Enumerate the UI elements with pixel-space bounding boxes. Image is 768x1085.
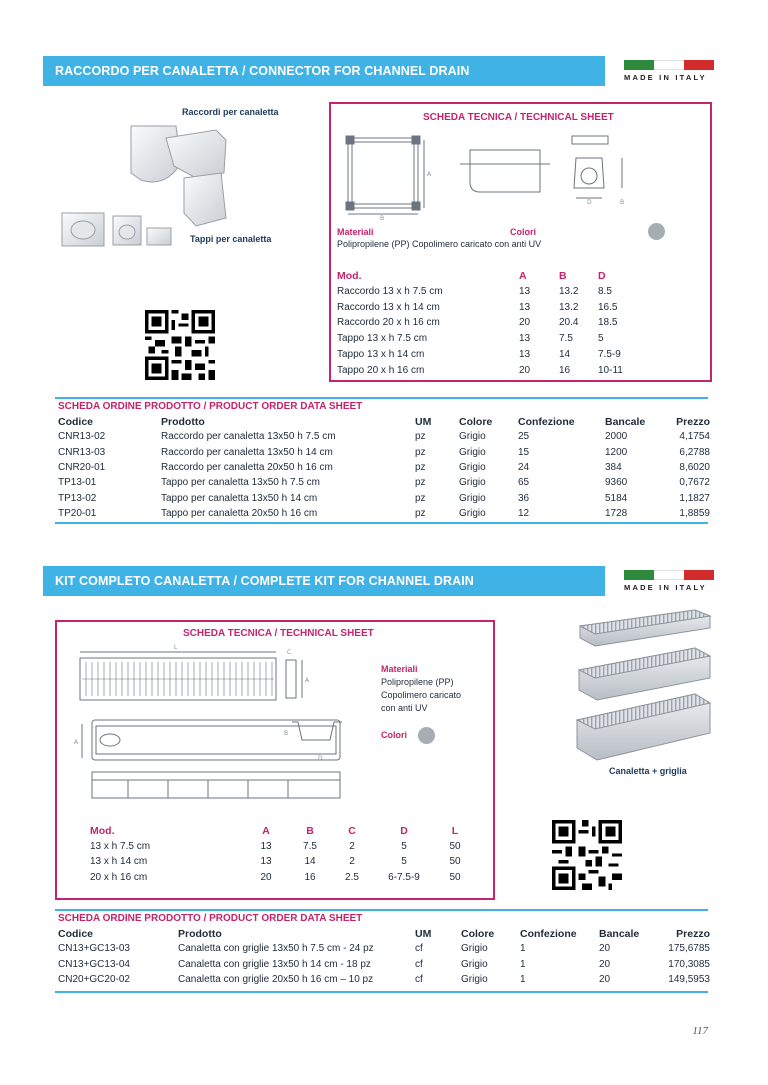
table-cell: 20 xyxy=(599,973,611,985)
grey-color-swatch xyxy=(648,223,665,240)
table-cell: 1,1827 xyxy=(679,492,710,504)
table-cell: Raccordo per canaletta 13x50 h 7.5 cm xyxy=(161,431,336,443)
table-header-cell: C xyxy=(348,825,356,837)
table-cell: 6,2788 xyxy=(679,446,710,458)
table-cell: 24 xyxy=(518,461,530,473)
raccordi-label: Raccordi per canaletta xyxy=(182,107,279,117)
table-cell: 20 xyxy=(260,871,272,883)
table-header-cell: Bancale xyxy=(599,928,640,940)
table-cell: 1 xyxy=(520,973,526,985)
materials-text xyxy=(381,676,461,715)
table-cell: 13 xyxy=(260,856,272,867)
table-cell: Raccordo 20 x h 16 cm xyxy=(337,317,440,329)
materials-line: con anti UV xyxy=(381,703,428,713)
materials-line: Polipropilene (PP) xyxy=(381,677,454,687)
connector-technical-drawing xyxy=(340,128,670,223)
table-cell: 25 xyxy=(518,431,530,443)
tech-sheet-title: SCHEDA TECNICA / TECHNICAL SHEET xyxy=(183,628,374,639)
table-cell: pz xyxy=(415,446,426,458)
table-header-cell: Confezione xyxy=(520,928,577,940)
svg-text:A: A xyxy=(74,739,79,746)
table-cell: Canaletta con griglie 13x50 h 14 cm - 18 pz xyxy=(178,958,371,970)
table-cell: 1,8859 xyxy=(679,507,710,519)
table-cell: 0,7672 xyxy=(679,477,710,489)
table-cell: 2.5 xyxy=(345,871,359,883)
photo-caption: Canaletta + griglia xyxy=(609,766,687,776)
table-cell: 20 x h 16 cm xyxy=(90,871,148,883)
table-header-cell: A xyxy=(519,270,527,282)
made-in-italy-label: MADE IN ITALY xyxy=(624,73,707,82)
tech-sheet-title: SCHEDA TECNICA / TECHNICAL SHEET xyxy=(423,112,614,123)
table-cell: Tappo 13 x h 14 cm xyxy=(337,349,425,360)
table-cell: pz xyxy=(415,477,426,489)
table-cell: 7.5 xyxy=(303,840,317,852)
table-header-cell: L xyxy=(451,825,459,837)
table-cell: Canaletta con griglie 20x50 h 16 cm – 10 pz xyxy=(178,973,374,985)
table-cell: 8,6020 xyxy=(679,461,710,473)
table-header-cell: Mod. xyxy=(337,270,362,282)
table-cell: pz xyxy=(415,492,426,504)
table-cell: TP13-02 xyxy=(58,492,97,504)
table-cell: 2000 xyxy=(605,431,628,443)
svg-text:B: B xyxy=(380,215,385,222)
table-cell: 1728 xyxy=(605,507,628,519)
table-cell: 2 xyxy=(349,840,355,852)
table-cell: 16 xyxy=(559,364,571,376)
table-cell: 4,1754 xyxy=(679,431,710,443)
table-cell: 13 x h 14 cm xyxy=(90,856,148,867)
table-cell: pz xyxy=(415,431,426,443)
colors-label: Colori xyxy=(510,227,536,237)
materials-label: Materiali xyxy=(381,664,418,674)
svg-text:L: L xyxy=(174,644,178,651)
table-cell: 16.5 xyxy=(598,301,618,313)
table-header-cell: B xyxy=(306,825,314,837)
materials-label: Materiali xyxy=(337,227,374,237)
table-cell: 9360 xyxy=(605,477,628,489)
table-header-cell: Prodotto xyxy=(161,416,205,428)
section1-banner: RACCORDO PER CANALETTA / CONNECTOR FOR CHANNEL DRAIN xyxy=(43,56,605,86)
table-cell: 2 xyxy=(349,856,355,867)
table-cell: 5 xyxy=(401,840,407,852)
svg-text:B: B xyxy=(284,730,289,737)
made-in-italy-flag xyxy=(624,60,714,82)
table-cell: 15 xyxy=(518,446,530,458)
table-cell: 1 xyxy=(520,943,526,955)
table-cell: 5 xyxy=(598,333,604,345)
order-sheet-title: SCHEDA ORDINE PRODOTTO / PRODUCT ORDER DATA SHEET xyxy=(58,401,363,412)
table-cell: 50 xyxy=(449,840,461,852)
table-cell: 18.5 xyxy=(598,317,618,329)
table-cell: 16 xyxy=(304,871,316,883)
table-cell: CN13+GC13-03 xyxy=(58,943,130,955)
table-cell: Canaletta con griglie 13x50 h 7.5 cm - 24 pz xyxy=(178,943,374,955)
table-cell: 13 xyxy=(519,349,531,360)
table-header-cell: Prezzo xyxy=(676,416,710,428)
table-cell: Tappo per canaletta 13x50 h 7.5 cm xyxy=(161,477,320,489)
table-header-cell: Codice xyxy=(58,416,94,428)
channel-technical-drawing xyxy=(68,640,368,810)
divider xyxy=(55,909,708,911)
svg-text:C: C xyxy=(287,649,292,656)
grey-color-swatch xyxy=(418,727,435,744)
channel-products-image xyxy=(575,608,715,763)
table-cell: 5 xyxy=(401,856,407,867)
table-cell: 13.2 xyxy=(559,285,579,297)
table-cell: pz xyxy=(415,461,426,473)
table-cell: 149,5953 xyxy=(668,973,710,985)
table-cell: cf xyxy=(415,973,423,985)
table-cell: Grigio xyxy=(459,446,486,458)
table-cell: Raccordo per canaletta 20x50 h 16 cm xyxy=(161,461,333,473)
table-cell: Grigio xyxy=(459,492,486,504)
made-in-italy-label: MADE IN ITALY xyxy=(624,583,707,592)
table-cell: 13 xyxy=(260,840,272,852)
table-header-cell: D xyxy=(598,270,606,282)
table-cell: 1200 xyxy=(605,446,628,458)
table-cell: 50 xyxy=(449,871,461,883)
table-header-cell: UM xyxy=(415,928,432,940)
connector-products-image xyxy=(56,118,271,253)
table-cell: 7.5 xyxy=(559,333,573,345)
table-header-cell: A xyxy=(262,825,270,837)
materials-text: Polipropilene (PP) Copolimero caricato con anti UV xyxy=(337,239,542,249)
table-cell: Tappo per canaletta 20x50 h 16 cm xyxy=(161,507,318,519)
table-cell: 20 xyxy=(599,943,611,955)
svg-text:A: A xyxy=(427,171,432,178)
qr-code[interactable] xyxy=(145,310,215,380)
table-cell: TP20-01 xyxy=(58,507,97,519)
table-cell: CN13+GC13-04 xyxy=(58,958,130,970)
table-cell: TP13-01 xyxy=(58,477,97,489)
table-cell: Grigio xyxy=(461,973,488,985)
table-header-cell: D xyxy=(400,825,408,837)
table-cell: 8.5 xyxy=(598,285,612,297)
table-cell: 384 xyxy=(605,461,622,473)
table-cell: Tappo per canaletta 13x50 h 14 cm xyxy=(161,492,318,504)
table-cell: 20 xyxy=(519,317,531,329)
table-header-cell: Bancale xyxy=(605,416,646,428)
table-cell: 13 x h 7.5 cm xyxy=(90,840,151,852)
order-sheet-title: SCHEDA ORDINE PRODOTTO / PRODUCT ORDER DATA SHEET xyxy=(58,913,363,924)
table-cell: 170,3085 xyxy=(668,958,710,970)
table-cell: Raccordo per canaletta 13x50 h 14 cm xyxy=(161,446,333,458)
svg-text:D: D xyxy=(587,199,592,206)
table-cell: cf xyxy=(415,943,423,955)
table-cell: Raccordo 13 x h 7.5 cm xyxy=(337,285,443,297)
tappi-label: Tappi per canaletta xyxy=(190,234,272,244)
table-cell: 175,6785 xyxy=(668,943,710,955)
table-cell: Tappo 20 x h 16 cm xyxy=(337,364,425,376)
table-cell: 13 xyxy=(519,285,531,297)
table-cell: Grigio xyxy=(461,958,488,970)
divider xyxy=(55,397,708,399)
table-cell: CNR13-02 xyxy=(58,431,106,443)
table-cell: 14 xyxy=(304,856,316,867)
table-header-cell: Confezione xyxy=(518,416,575,428)
table-cell: 5184 xyxy=(605,492,628,504)
table-cell: 13 xyxy=(519,301,531,313)
table-header-cell: Codice xyxy=(58,928,94,940)
svg-text:A: A xyxy=(305,677,310,684)
qr-code[interactable] xyxy=(552,820,622,890)
table-header-cell: Prezzo xyxy=(676,928,710,940)
table-cell: CNR13-03 xyxy=(58,446,106,458)
table-cell: Tappo 13 x h 7.5 cm xyxy=(337,333,428,345)
table-cell: CNR20-01 xyxy=(58,461,106,473)
table-cell: 14 xyxy=(559,349,571,360)
table-header-cell: B xyxy=(559,270,567,282)
table-cell: 36 xyxy=(518,492,530,504)
table-cell: Grigio xyxy=(461,943,488,955)
table-cell: 65 xyxy=(518,477,530,489)
table-cell: 20.4 xyxy=(559,317,579,329)
svg-text:D: D xyxy=(318,755,323,762)
table-cell: 13 xyxy=(519,333,531,345)
page-number: 117 xyxy=(692,1025,708,1037)
table-header-cell: Colore xyxy=(459,416,493,428)
table-cell: Grigio xyxy=(459,507,486,519)
table-cell: 20 xyxy=(519,364,531,376)
table-cell: 10-11 xyxy=(598,364,623,376)
divider xyxy=(55,991,708,993)
table-cell: 6-7.5-9 xyxy=(388,871,420,883)
table-cell: 13.2 xyxy=(559,301,579,313)
table-cell: pz xyxy=(415,507,426,519)
table-cell: Raccordo 13 x h 14 cm xyxy=(337,301,440,313)
table-cell: 12 xyxy=(518,507,530,519)
table-header-cell: Mod. xyxy=(90,825,115,837)
section2-banner: KIT COMPLETO CANALETTA / COMPLETE KIT FOR CHANNEL DRAIN xyxy=(43,566,605,596)
table-cell: cf xyxy=(415,958,423,970)
table-header-cell: Prodotto xyxy=(178,928,222,940)
table-header-cell: UM xyxy=(415,416,432,428)
materials-line: Copolimero caricato xyxy=(381,690,462,700)
table-cell: CN20+GC20-02 xyxy=(58,973,130,985)
table-cell: 50 xyxy=(449,856,461,867)
table-cell: Grigio xyxy=(459,477,486,489)
divider xyxy=(55,522,708,524)
table-header-cell: Colore xyxy=(461,928,495,940)
table-cell: 7.5-9 xyxy=(598,349,621,360)
svg-text:B: B xyxy=(620,199,625,206)
table-cell: 20 xyxy=(599,958,611,970)
colors-label: Colori xyxy=(381,730,407,740)
table-cell: 1 xyxy=(520,958,526,970)
made-in-italy-flag xyxy=(624,570,714,592)
table-cell: Grigio xyxy=(459,461,486,473)
table-cell: Grigio xyxy=(459,431,486,443)
